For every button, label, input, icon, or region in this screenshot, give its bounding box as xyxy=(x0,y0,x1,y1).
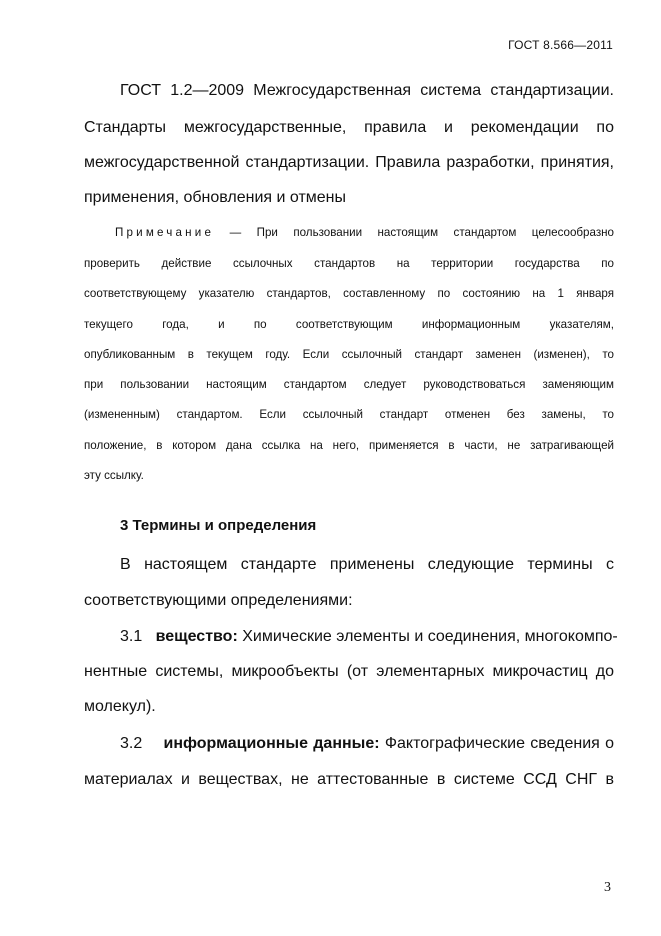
note-line-6: при пользовании настоящим стандартом следует руководствоваться заменяющим xyxy=(84,378,614,391)
note-line-7: (измененным) стандартом. Если ссылочный стандарт отменен без замены, то xyxy=(84,408,614,421)
term-3-2-line-1 xyxy=(120,735,614,753)
reference-line-2: Стандарты межгосударственные, правила и рекомендации по xyxy=(84,119,614,136)
term-3-2-term: информационные данные: xyxy=(163,735,380,752)
term-3-1-line-1 xyxy=(120,628,618,646)
intro-line-1: В настоящем стандарте применены следующие термины с xyxy=(120,556,614,573)
note-line-2: проверить действие ссылочных стандартов на территории государства по xyxy=(84,257,614,270)
term-3-1-line-3: молекул). xyxy=(84,698,156,715)
term-3-1-term: вещество: xyxy=(155,628,238,645)
term-3-1-number: 3.1 xyxy=(120,628,143,645)
term-3-2-number: 3.2 xyxy=(120,735,143,752)
reference-line-1: ГОСТ 1.2—2009 Межгосударственная система стандартизации. xyxy=(120,82,614,99)
reference-line-3: межгосударственной стандартизации. Правила разработки, принятия, xyxy=(84,154,614,171)
document-code: ГОСТ 8.566—2011 xyxy=(508,38,613,52)
term-3-1-definition: Химические элементы и соединения, многокомпо- xyxy=(237,628,618,645)
page-number: 3 xyxy=(604,880,611,895)
reference-line-4: применения, обновления и отмены xyxy=(84,189,346,206)
note-line-3: соответствующему указателю стандартов, составленному по состоянию на 1 января xyxy=(84,287,614,300)
note-line-4: текущего года, и по соответствующим информационным указателям, xyxy=(84,318,614,331)
note-line-8: положение, в котором дана ссылка на него, применяется в части, не затрагивающей xyxy=(84,439,614,452)
note-line-1 xyxy=(115,226,614,239)
note-line-5: опубликованным в текущем году. Если ссылочный стандарт заменен (изменен), то xyxy=(84,348,614,361)
note-label: Примечание xyxy=(115,226,215,239)
term-3-2-definition: Фактографические сведения о xyxy=(379,735,615,752)
term-3-1-line-2: нентные системы, микрообъекты (от элементарных микрочастиц до xyxy=(84,663,614,680)
note-line-1-text: — При пользовании настоящим стандартом целесообразно xyxy=(214,226,614,239)
term-3-2-line-2: материалах и веществах, не аттестованные в системе ССД СНГ в xyxy=(84,771,614,788)
section-heading: 3 Термины и определения xyxy=(120,517,317,534)
note-line-9: эту ссылку. xyxy=(84,469,144,482)
intro-line-2: соответствующими определениями: xyxy=(84,592,353,609)
